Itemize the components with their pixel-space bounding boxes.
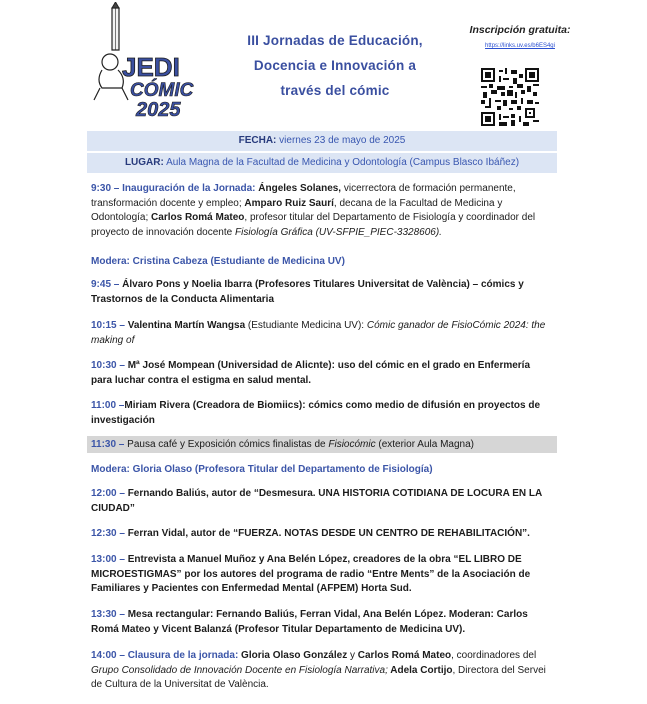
date-label: FECHA: (238, 135, 277, 146)
venue-label: LUGAR: (124, 157, 164, 168)
registration-label: Inscripción gratuita: (469, 24, 571, 36)
session-1230: 12:30 – Ferran Vidal, autor de “FUERZA. NOTAS DESDE UN CENTRO DE REHABILITACIÓN”. (91, 528, 530, 539)
coffee-break-band: 11:30 – Pausa café y Exposición cómics finalistas de Fisiocómic (exterior Aula Magna) (87, 436, 557, 453)
venue-value: Aula Magna de la Facultad de Medicina y Odontología (Campus Blasco Ibáñez) (166, 157, 520, 168)
session-1330: 13:30 – Mesa rectangular: Fernando Baliús, Ferran Vidal, Ana Belén López. Moderan: Carlos Romá Mateo y Vicent Balanzá (Profesor Titular Departamento de Medicina UV). (91, 609, 528, 635)
venue-band (87, 153, 557, 173)
date-value: viernes 23 de mayo de 2025 (279, 135, 406, 146)
session-1100: 11:00 –Miriam Rivera (Creadora de Biomiics): cómics como medio de difusión en proyectos de investigación (91, 400, 541, 426)
session-closing: 14:00 – Clausura de la jornada: Gloria Olaso González y Carlos Romá Mateo, coordinadores del Grupo Consolidado de Innovación Docente en Fisiología Narrativa; Adela Cortijo, Directora del Servei de Cultura de la Universitat de València. (91, 650, 546, 690)
session-1030: 10:30 – Mª José Mompean (Universidad de Alicnte): uso del cómic en el grado en Enfermería para luchar contra el estigma en salud mental. (91, 360, 531, 386)
title-line-3: través del cómic (280, 83, 390, 98)
moderator-2: Modera: Gloria Olaso (Profesora Titular del Departamento de Fisiología) (91, 464, 433, 475)
jedi-comic-logo (92, 2, 204, 120)
session-1200: 12:00 – Fernando Baliús, autor de “Desmesura. UNA HISTORIA COTIDIANA DE LOCURA EN LA CIUDAD” (91, 488, 542, 514)
session-1300: 13:00 – Entrevista a Manuel Muñoz y Ana Belén López, creadores de la obra “EL LIBRO DE MICROESTIGMAS” por los autores del programa de radio “Entre Ments” de la Asociación de Familiares y Pacientes con Enfermedad Mental (AFPEM) Horta Sud. (91, 554, 531, 594)
title-line-1: III Jornadas de Educación, (247, 33, 423, 48)
svg-text:JEDI: JEDI (122, 52, 180, 82)
session-1015: 10:15 – Valentina Martín Wangsa (Estudiante Medicina UV): Cómic ganador de FisioCómic 2024: the making of (91, 320, 546, 346)
event-title (215, 28, 455, 103)
date-band (87, 131, 557, 151)
qr-code-icon[interactable] (481, 68, 539, 126)
title-line-2: Docencia e Innovación a (253, 58, 417, 73)
session-inauguration: 9:30 – Inauguración de la Jornada: Ángeles Solanes, vicerrectora de formación permanente, transformación docente y empleo; Amparo Ruiz Saurí, decana de la Facultad de Medicina y Odontología; Carlos Romá Mateo, profesor titular del Departamento de Fisiología y coordinador del proyecto de innovación docente Fisiología Gráfica (UV-SFPIE_PIEC-3328606). (91, 183, 536, 238)
pencil-icon (112, 2, 119, 50)
registration-link[interactable]: https://links.uv.es/b6ES4gi (485, 43, 555, 49)
session-0945: 9:45 – Álvaro Pons y Noelia Ibarra (Profesores Titulares Universitat de València) – cómics y Trastornos de la Conducta Alimentaria (91, 279, 524, 305)
moderator-1: Modera: Cristina Cabeza (Estudiante de Medicina UV) (91, 256, 345, 267)
svg-text:CÓMIC: CÓMIC (130, 80, 194, 101)
header (0, 0, 647, 130)
svg-text:2025: 2025 (136, 99, 181, 120)
